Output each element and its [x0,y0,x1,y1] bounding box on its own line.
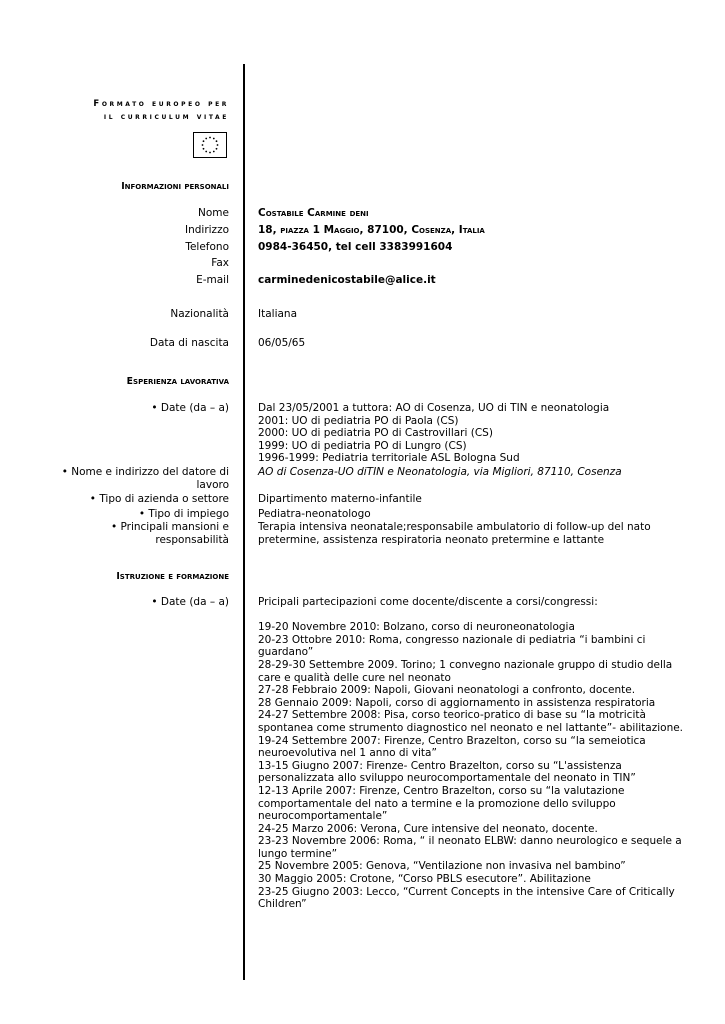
fax-label: Fax [211,257,229,269]
education-item: 30 Maggio 2005: Crotone, “Corso PBLS esecutore”. Abilitazione [258,873,591,886]
employer-value: AO di Cosenza-UO diTIN e Neonatologia, via Migliori, 87110, Cosenza [258,466,622,478]
cv-title-line1: Formato europeo per [93,99,229,109]
eu-flag-logo [193,132,227,158]
job-type-label: • Tipo di impiego [138,508,229,520]
nationality-value: Italiana [258,308,298,320]
employer-label: • Nome e indirizzo del datore di lavoro [61,466,229,491]
experience-date-line: 2000: UO di pediatria PO di Castrovillari (CS) [258,427,493,440]
name-value: Costabile Carmine deni [258,207,369,219]
experience-date-line: Dal 23/05/2001 a tuttora: AO di Cosenza, UO di TIN e neonatologia [258,402,610,414]
eu-stars-icon [194,133,226,157]
experience-date-line: 1996-1999: Pediatria territoriale ASL Bologna Sud [258,452,520,465]
education-item: 25 Novembre 2005: Genova, “Ventilazione non invasiva nel bambino” [258,860,626,873]
phone-value: 0984-36450, tel cell 3383991604 [258,241,453,253]
education-item: 19-24 Settembre 2007: Firenze, Centro Brazelton, corso su “la semeiotica neuroevolutiva nel 1 anno di vita” [258,734,646,760]
duties-value: Terapia intensiva neonatale;responsabile ambulatorio di follow-up del nato pretermine, assistenza respiratoria neonato pretermine e lattante [258,521,651,546]
education-item: 28 Gennaio 2009: Napoli, corso di aggiornamento in assistenza respiratoria [258,696,656,709]
education-item: 23-23 Novembre 2006: Roma, “ il neonato ELBW: danno neurologico e sequele a lungo termine” [258,835,682,860]
birthdate-label: Data di nascita [149,337,229,349]
experience-date-list [258,402,688,465]
education-date-label: • Date (da – a) [151,596,229,608]
phone-label: Telefono [185,241,229,253]
education-item: 24-27 Settembre 2008: Pisa, corso teorico-pratico di base su “la motricità spontanea come strumento diagnostico nel neonato e nel lattante”- abilitazione. [258,709,684,734]
education-intro: Pricipali partecipazioni come docente/discente a corsi/congressi: [258,596,598,608]
education-item: 24-25 Marzo 2006: Verona, Cure intensive del neonato, docente. [258,822,598,835]
education-item: 13-15 Giugno 2007: Firenze- Centro Brazelton, corso su “L'assistenza personalizzata allo sviluppo neurocomportamentale del neonato in TIN” [258,759,636,785]
section-title-work-experience: Esperienza lavorativa [126,376,229,387]
address-value: 18, piazza 1 Maggio, 87100, Cosenza, Italia [258,224,485,236]
name-label: Nome [198,207,229,219]
education-item: 28-29-30 Settembre 2009. Torino; 1 convegno nazionale gruppo di studio della care e qualità delle cure nel neonato [258,658,673,684]
section-title-education: Istruzione e formazione [116,571,229,582]
company-type-label: • Tipo di azienda o settore [89,493,229,505]
job-type-value: Pediatra-neonatologo [258,508,371,520]
education-item: 12-13 Aprile 2007: Firenze, Centro Brazelton, corso su “la valutazione comportamentale del nato a termine e la promozione dello sviluppo neurocomportamentale” [258,784,625,823]
education-item: 27-28 Febbraio 2009: Napoli, Giovani neonatologi a confronto, docente. [258,684,636,697]
cv-title-line2: il curriculum vitae [103,112,229,122]
email-value: carminedenicostabile@alice.it [258,274,436,286]
education-item: 19-20 Novembre 2010: Bolzano, corso di neuroneonatologia [258,621,575,634]
duties-label: • Principali mansioni e responsabilità [110,521,229,546]
birthdate-value: 06/05/65 [258,337,306,349]
experience-date-line: 2001: UO di pediatria PO di Paola (CS) [258,414,459,427]
education-item: 20-23 Ottobre 2010: Roma, congresso nazionale di pediatria “i bambini ci guardano” [258,633,646,659]
experience-date-line: 1999: UO di pediatria PO di Lungro (CS) [258,439,467,452]
address-label: Indirizzo [184,224,229,236]
vertical-divider [243,64,245,980]
experience-date-label: • Date (da – a) [151,402,229,414]
education-list [258,596,688,911]
email-label: E-mail [196,274,229,286]
company-type-value: Dipartimento materno-infantile [258,493,422,505]
nationality-label: Nazionalità [170,308,229,320]
section-title-personal-info: Informazioni personali [121,181,229,192]
education-item: 23-25 Giugno 2003: Lecco, “Current Concepts in the intensive Care of Critically Children” [258,885,675,911]
